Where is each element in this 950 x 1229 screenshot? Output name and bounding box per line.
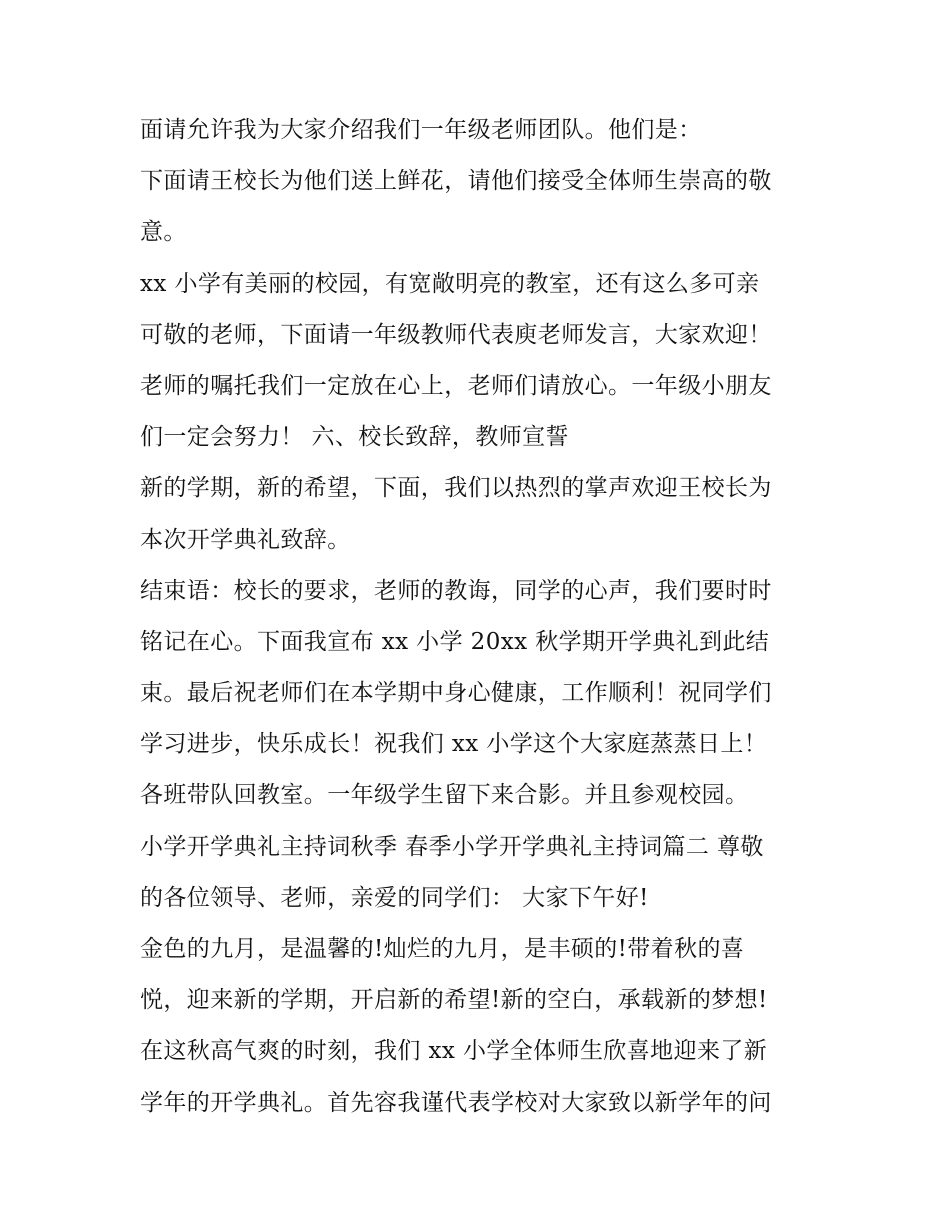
text-line: 在这秋高气爽的时刻，我们 xx 小学全体师生欣喜地迎来了新	[140, 1038, 768, 1065]
text-line: 下面请王校长为他们送上鲜花，请他们接受全体师生崇高的敬	[140, 168, 772, 195]
document-body	[140, 108, 830, 1132]
text-line: 的各位领导、老师，亲爱的同学们： 大家下午好!	[140, 884, 649, 911]
text-line: 小学开学典礼主持词秋季 春季小学开学典礼主持词篇二 尊敬	[140, 833, 764, 860]
text-line: 学年的开学典礼。首先容我谨代表学校对大家致以新学年的问	[140, 1089, 772, 1116]
text-line: 新的学期，新的希望，下面，我们以热烈的掌声欢迎王校长为	[140, 475, 772, 502]
text-line: 束。最后祝老师们在本学期中身心健康，工作顺利！祝同学们	[140, 680, 772, 707]
text-line: 意。	[140, 219, 187, 246]
text-line: 可敬的老师，下面请一年级教师代表庾老师发言，大家欢迎！	[140, 321, 772, 348]
text-line: 们一定会努力！ 六、校长致辞，教师宣誓	[140, 424, 569, 451]
text-line: 面请允许我为大家介绍我们一年级老师团队。他们是：	[140, 117, 702, 143]
text-line: 铭记在心。下面我宣布 xx 小学 20xx 秋学期开学典礼到此结	[140, 628, 770, 655]
text-line: 结束语：校长的要求，老师的教诲，同学的心声，我们要时时	[140, 577, 772, 604]
text-line: 金色的九月，是温馨的!灿烂的九月，是丰硕的!带着秋的喜	[140, 936, 745, 962]
text-line: xx 小学有美丽的校园，有宽敞明亮的教室，还有这么多可亲	[140, 270, 760, 297]
text-line: 老师的嘱托我们一定放在心上，老师们请放心。一年级小朋友	[140, 372, 772, 399]
text-line: 各班带队回教室。一年级学生留下来合影。并且参观校园。	[140, 782, 749, 809]
text-line: 学习进步，快乐成长！祝我们 xx 小学这个大家庭蒸蒸日上！	[140, 731, 768, 758]
text-line: 本次开学典礼致辞。	[140, 526, 351, 553]
text-line: 悦，迎来新的学期，开启新的希望!新的空白，承载新的梦想!	[140, 987, 768, 1014]
